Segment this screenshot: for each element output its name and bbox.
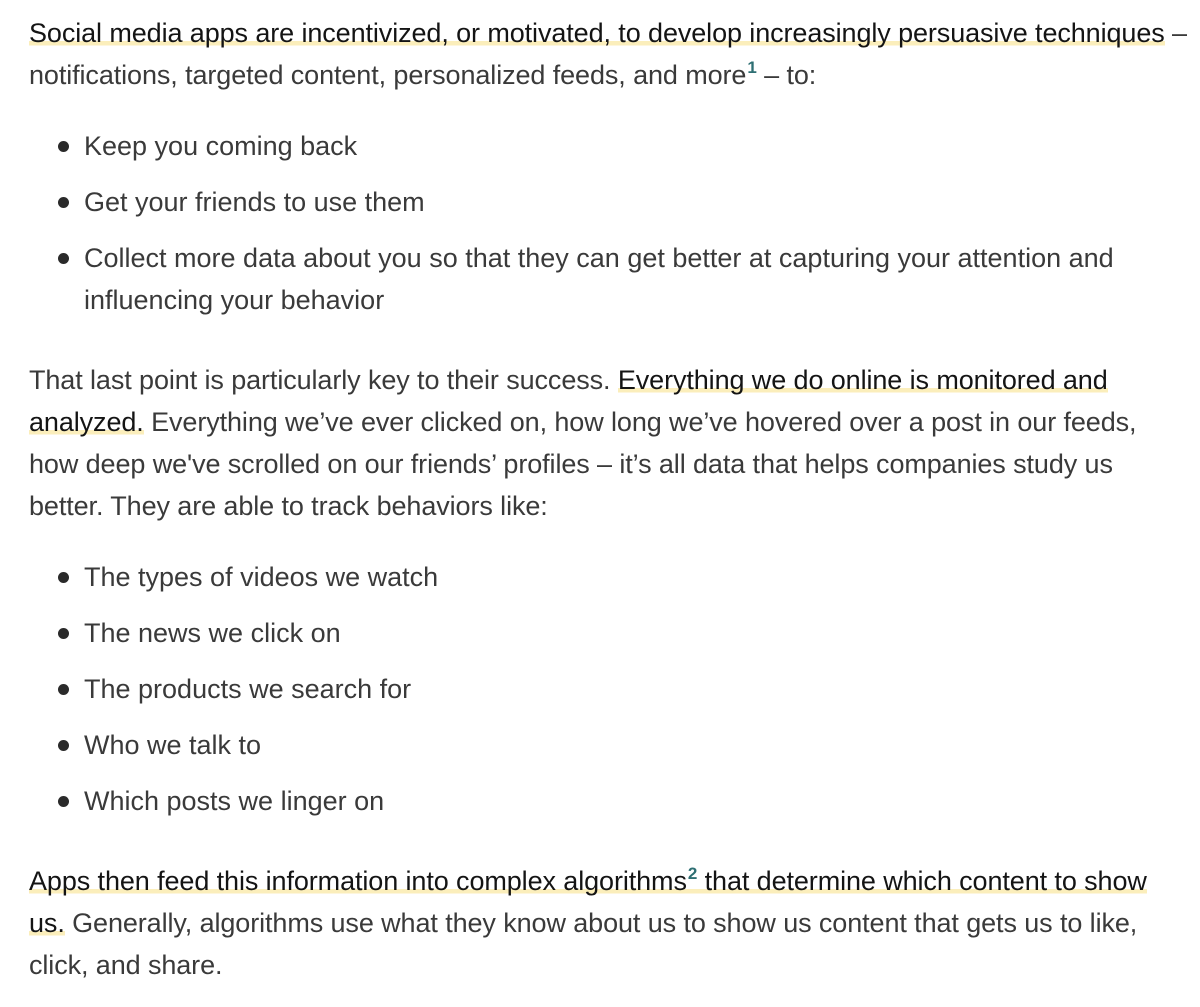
highlight-text: Apps then feed this information into complex algorithms bbox=[29, 866, 687, 896]
tracked-behaviors-list bbox=[29, 556, 1189, 822]
paragraph-text: Everything we’ve ever clicked on, how long we’ve hovered over a post in our feeds, how deep we've scrolled on our friends’ profiles – it’s all data that helps companies study us better. They are able to track behaviors like: bbox=[29, 407, 1137, 521]
paragraph-text: – notifications, targeted content, personalized feeds, and more bbox=[29, 18, 1187, 90]
paragraph-incentives bbox=[29, 12, 1189, 96]
list-item: The products we search for bbox=[29, 668, 1189, 710]
highlight-monitored: Everything we do online is monitored and analyzed. bbox=[29, 365, 1108, 437]
paragraph-text: – to: bbox=[756, 60, 817, 90]
list-item: Which posts we linger on bbox=[29, 780, 1189, 822]
paragraph-text: That last point is particularly key to their success. bbox=[29, 365, 618, 395]
footnote-link-2[interactable]: 2 bbox=[687, 864, 698, 883]
paragraph-tracking bbox=[29, 359, 1189, 527]
list-item: Keep you coming back bbox=[29, 125, 1189, 167]
highlight-text: that determine which content to show us. bbox=[29, 866, 1147, 938]
paragraph-algorithms bbox=[29, 860, 1189, 986]
list-item: Collect more data about you so that they can get better at capturing your attention and influencing your behavior bbox=[29, 237, 1189, 321]
paragraph-text: Generally, algorithms use what they know about us to show us content that gets us to like, click, and share. bbox=[29, 908, 1138, 980]
article-body bbox=[29, 12, 1189, 986]
highlight-incentives: Social media apps are incentivized, or motivated, to develop increasingly persuasive techniques bbox=[29, 18, 1165, 48]
list-item: The news we click on bbox=[29, 612, 1189, 654]
goals-list bbox=[29, 125, 1189, 321]
list-item: The types of videos we watch bbox=[29, 556, 1189, 598]
list-item: Get your friends to use them bbox=[29, 181, 1189, 223]
footnote-link-1[interactable]: 1 bbox=[747, 58, 757, 77]
list-item: Who we talk to bbox=[29, 724, 1189, 766]
